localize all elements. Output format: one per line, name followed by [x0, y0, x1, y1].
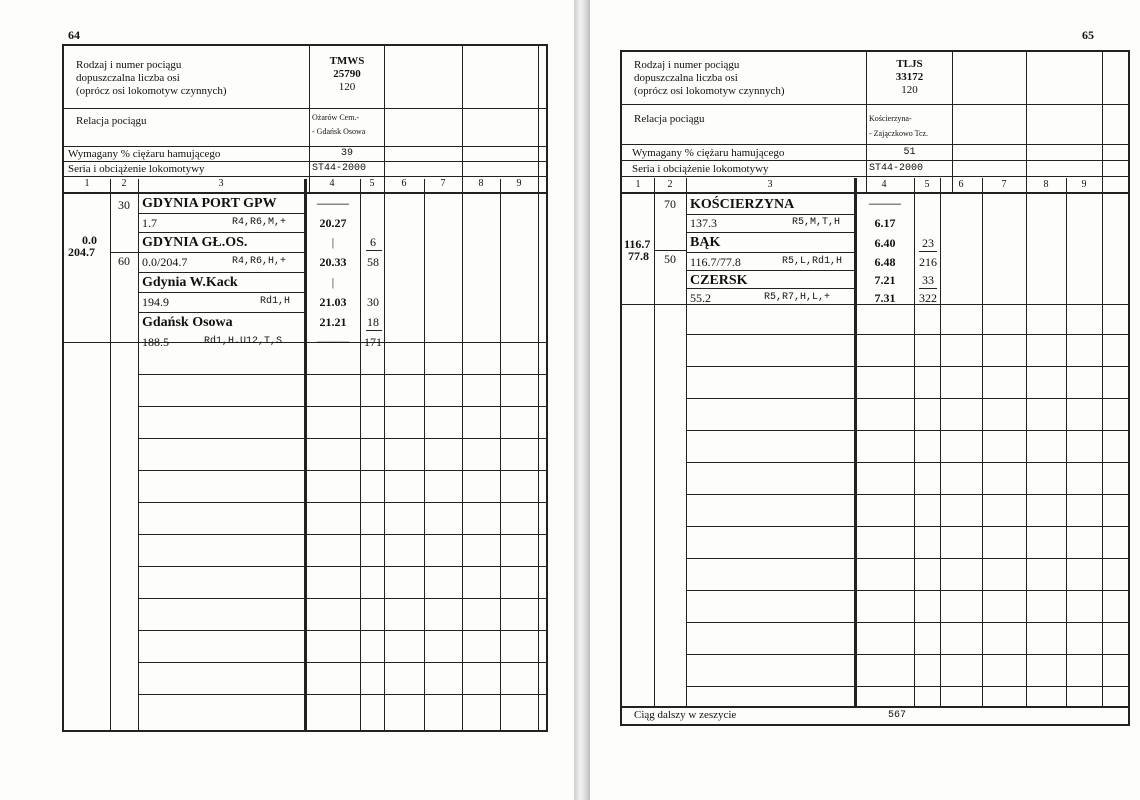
km-marker-top: 0.0 [82, 233, 97, 247]
right-page [590, 0, 1140, 800]
col-num-4: 4 [881, 179, 887, 190]
station-codes: R4,R6,H,+ [232, 256, 287, 267]
stop-minutes: 6 [370, 235, 376, 249]
page-number: 65 [1082, 28, 1094, 42]
header-label-axles: dopuszczalna liczba osi [634, 72, 738, 84]
speed-limit-2: 60 [118, 254, 130, 268]
station-name: KOŚCIERZYNA [690, 197, 795, 212]
passing-mark: —— [869, 195, 901, 212]
station-time: 20.33 [319, 255, 347, 269]
col-num-1: 1 [84, 178, 90, 189]
locomotive-series: ST44-2000 [312, 163, 367, 174]
running-minutes: 322 [919, 291, 937, 305]
timetable-table [62, 44, 548, 732]
col-num-5: 5 [369, 178, 375, 189]
col-num-6: 6 [401, 178, 407, 189]
header-label-loco: Seria i obciążenie lokomotywy [632, 163, 769, 175]
col-num-2: 2 [667, 179, 673, 190]
station-km: 188.5 [142, 335, 169, 349]
passing-mark: | [331, 235, 335, 249]
col-num-9: 9 [516, 178, 522, 189]
timetable-table [620, 50, 1130, 726]
station-codes: R5,M,T,H [792, 217, 841, 228]
station-time: 6.17 [874, 216, 896, 230]
station-codes: Rd1,H.U12,T,S [204, 336, 283, 347]
km-marker-bottom: 77.8 [628, 249, 649, 263]
speed-limit-1: 30 [118, 198, 130, 212]
col-num-8: 8 [478, 178, 484, 189]
passing-mark: —— [317, 195, 349, 212]
station-codes: R5,R7,H,L,+ [764, 292, 831, 303]
col-num-9: 9 [1081, 179, 1087, 190]
col-num-2: 2 [121, 178, 127, 189]
train-type: TLJS [896, 58, 923, 70]
speed-limit-1: 70 [664, 197, 676, 211]
braking-percent: 39 [340, 148, 353, 159]
header-label-train-type: Rodzaj i numer pociągu [634, 59, 740, 71]
stop-minutes: 30 [367, 295, 379, 309]
running-minutes: 58 [367, 255, 379, 269]
header-label-loco: Seria i obciążenie lokomotywy [68, 163, 205, 175]
station-name: Gdynia W.Kack [142, 275, 238, 290]
col-num-1: 1 [635, 179, 641, 190]
header-label-note: (oprócz osi lokomotyw czynnych) [76, 85, 227, 97]
col-num-3: 3 [767, 179, 773, 190]
stop-minutes: 33 [922, 273, 934, 287]
locomotive-series: ST44-2000 [869, 163, 924, 174]
axle-count: 120 [901, 84, 918, 96]
col-num-3: 3 [218, 178, 224, 189]
station-km: 137.3 [690, 216, 717, 230]
header-label-braking: Wymagany % ciężaru hamującego [632, 147, 785, 159]
relation-to: - Gdańsk Osowa [312, 127, 366, 136]
station-time: 20.27 [319, 216, 347, 230]
running-minutes: 171 [364, 335, 382, 349]
train-number: 25790 [333, 68, 361, 80]
col-num-4: 4 [329, 178, 335, 189]
station-name: Gdańsk Osowa [142, 315, 233, 330]
station-km: 1.7 [142, 216, 157, 230]
station-time: 21.03 [319, 295, 347, 309]
header-label-train-type: Rodzaj i numer pociągu [76, 59, 182, 71]
header-label-braking: Wymagany % ciężaru hamującego [68, 148, 221, 160]
header-label-axles: dopuszczalna liczba osi [76, 72, 180, 84]
braking-percent: 51 [903, 147, 916, 158]
stop-minutes: 18 [367, 315, 379, 329]
arrival-time: 6.40 [874, 236, 896, 250]
relation-from: Ożarów Cem.- [312, 113, 360, 122]
station-name: BĄK [690, 235, 721, 250]
header-label-note: (oprócz osi lokomotyw czynnych) [634, 85, 785, 97]
arrival-time: 7.21 [874, 273, 896, 287]
train-type: TMWS [329, 55, 365, 67]
station-codes: R5,L,Rd1,H [782, 256, 843, 267]
km-marker-top: 116.7 [624, 237, 651, 251]
footer-value: 567 [887, 710, 906, 721]
station-time: 21.21 [319, 315, 347, 329]
passing-mark: | [331, 275, 335, 289]
col-num-5: 5 [924, 179, 930, 190]
departure-time: 7.31 [874, 291, 896, 305]
col-num-7: 7 [1001, 179, 1007, 190]
axle-count: 120 [338, 81, 356, 93]
station-codes: R4,R6,M,+ [232, 217, 287, 228]
station-km: 116.7/77.8 [690, 255, 741, 269]
station-name: GDYNIA GŁ.OS. [142, 235, 248, 250]
relation-from: Kościerzyna- [869, 114, 912, 123]
station-name: CZERSK [690, 273, 748, 288]
station-codes: Rd1,H [260, 296, 291, 307]
book-gutter [574, 0, 590, 800]
station-km: 0.0/204.7 [142, 255, 188, 269]
km-marker-bottom: 204.7 [68, 245, 95, 259]
col-num-7: 7 [440, 178, 446, 189]
page-number: 64 [68, 28, 80, 42]
relation-to: - Zajączkowo Tcz. [869, 129, 929, 138]
col-num-8: 8 [1043, 179, 1049, 190]
stop-minutes: 23 [922, 236, 934, 250]
departure-time: 6.48 [874, 255, 896, 269]
running-minutes: 216 [919, 255, 937, 269]
station-km: 55.2 [690, 291, 711, 305]
header-label-relation: Relacja pociągu [634, 113, 705, 125]
train-number: 33172 [895, 71, 924, 83]
footer-label: Ciąg dalszy w zeszycie [634, 709, 737, 721]
header-label-relation: Relacja pociągu [76, 115, 147, 127]
speed-limit-2: 50 [664, 252, 676, 266]
passing-mark: —— [317, 333, 349, 350]
col-num-6: 6 [958, 179, 964, 190]
station-km: 194.9 [142, 295, 169, 309]
station-name: GDYNIA PORT GPW [142, 196, 277, 211]
